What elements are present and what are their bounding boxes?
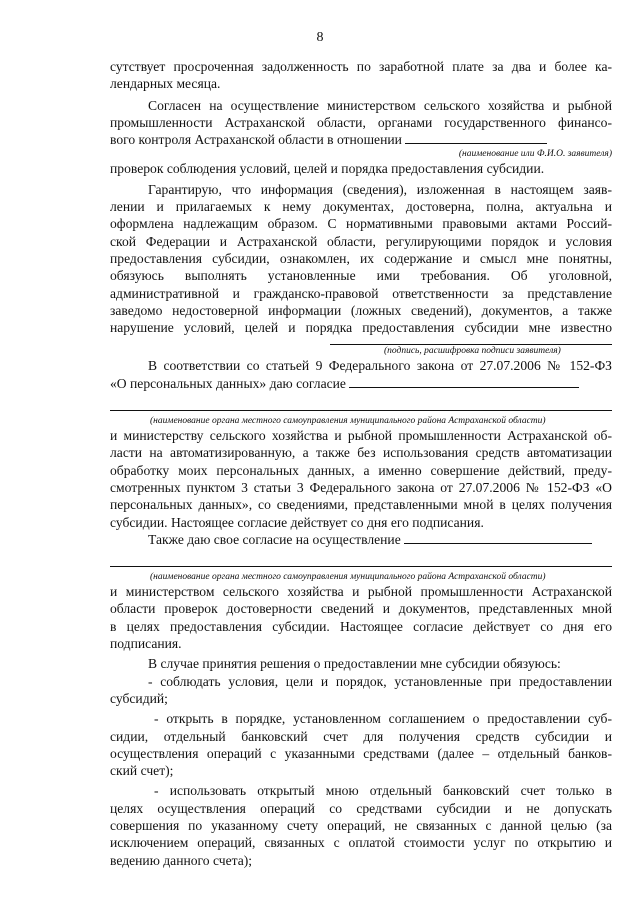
text-line: вого контроля Астраханской области в отношении bbox=[110, 131, 612, 148]
text-line: обязуюсь выполнять установленные ими требования. Об уголовной, bbox=[110, 268, 612, 284]
text-line: целях осуществления операций со средствами субсидии и не допускать bbox=[110, 800, 612, 816]
text-line: ский счет); bbox=[110, 763, 174, 779]
text-line: административной и гражданско-правовой ответственности за представление bbox=[110, 285, 612, 301]
text-line: субсидии. Настоящее согласие действует со дня его подписания. bbox=[110, 514, 484, 530]
org-name-line bbox=[110, 392, 612, 411]
text-line: ведению данного счета); bbox=[110, 852, 253, 868]
text-line: ской Федерации и Астраханской области, регулирующими порядок и условия bbox=[110, 233, 612, 249]
text-line: осуществления операций с указанными средствами (далее – отдельный банков- bbox=[110, 745, 612, 761]
text-line: области проверок достоверности сведений и документов, представленных мной bbox=[110, 601, 612, 617]
caption-applicant-name: (наименование или Ф.И.О. заявителя) bbox=[458, 149, 612, 160]
text-line: - соблюдать условия, цели и порядок, установленные при предоставлении bbox=[148, 673, 612, 689]
page-number: 8 bbox=[316, 30, 324, 45]
text-line: предоставления субсидии, ознакомлен, их содержание и смысл мне понятны, bbox=[110, 250, 612, 266]
text-line: В случае принятия решения о предоставлении мне субсидии обязуюсь: bbox=[148, 656, 561, 672]
text-line: исключением операций, связанных с оплатой стоимости услуг по открытию и bbox=[110, 835, 612, 851]
text-line: сидии, отдельный банковский счет для получения средств субсидии и bbox=[110, 728, 612, 744]
text-line: оформлена надлежащим образом. С нормативными правовыми актами Россий- bbox=[110, 216, 612, 232]
text-line: «О персональных данных» даю согласие bbox=[110, 375, 612, 392]
text-line: и министерством сельского хозяйства и рыбной промышленности Астраханской bbox=[110, 584, 612, 600]
text-line: лении и прилагаемых к нему документах, достоверна, полна, актуальна и bbox=[110, 199, 612, 215]
text-line: промышленности Астраханской области, органами государственного финансо- bbox=[110, 114, 612, 130]
text-line: Гарантирую, что информация (сведения), изложенная в настоящем заяв- bbox=[148, 181, 612, 197]
text-line: сутствует просроченная задолженность по заработной плате за два и более ка- bbox=[110, 59, 612, 74]
text-line: заведомо недостоверной информации (ложных сведений), документов, а также bbox=[110, 302, 612, 318]
caption-signature: (подпись, расшифровка подписи заявителя) bbox=[384, 346, 561, 357]
text-line: - открыть в порядке, установленном соглашением о предоставлении суб- bbox=[154, 711, 612, 727]
caption-org-1: (наименование органа местного самоуправления муниципального района Астраханской области) bbox=[150, 416, 546, 427]
org-name-line-2 bbox=[110, 548, 612, 567]
text-line: смотренных пунктом 3 статьи 3 Федерального закона от 27.07.2006 № 152-ФЗ «О bbox=[110, 479, 612, 495]
text-line: В соответствии со статьей 9 Федерального закона от 27.07.2006 № 152-ФЗ bbox=[148, 358, 612, 374]
text-line: - использовать открытый мною отдельный банковский счет только в bbox=[154, 783, 612, 799]
text-line: и министерству сельского хозяйства и рыбной промышленности Астраханской об- bbox=[110, 428, 612, 444]
text-line: подписания. bbox=[110, 636, 182, 652]
text-line: Также даю свое согласие на осуществление bbox=[110, 531, 612, 548]
text-line: персональных данных», со сведениями, представленными мной в целях получения bbox=[110, 497, 612, 513]
text-line: лендарных месяца. bbox=[110, 76, 221, 92]
text-line: Согласен на осуществление министерством сельского хозяйства и рыбной bbox=[148, 97, 612, 113]
org-consent-blank bbox=[349, 375, 579, 388]
applicant-name-blank bbox=[405, 131, 547, 144]
text-line: совершения по указанному счету операций, не связанных с данной целью (за bbox=[110, 817, 612, 833]
text-line: проверок соблюдения условий, целей и порядка предоставления субсидии. bbox=[110, 161, 545, 177]
text-line: нарушение условий, целей и порядка предоставления субсидии мне известно bbox=[110, 320, 612, 336]
text-line: ласти на автоматизированную, а также без использования средств автоматизации bbox=[110, 445, 612, 461]
verification-org-blank bbox=[404, 531, 592, 544]
text-line: обработку моих персональных данных, а именно совершение действий, преду- bbox=[110, 462, 612, 478]
caption-org-2: (наименование органа местного самоуправления муниципального района Астраханской области) bbox=[150, 572, 546, 583]
document-body bbox=[110, 58, 612, 869]
text-line: субсидий; bbox=[110, 690, 168, 706]
signature-line bbox=[330, 336, 612, 345]
text-line: в целях предоставления субсидии. Настоящее согласие действует со дня его bbox=[110, 618, 612, 634]
